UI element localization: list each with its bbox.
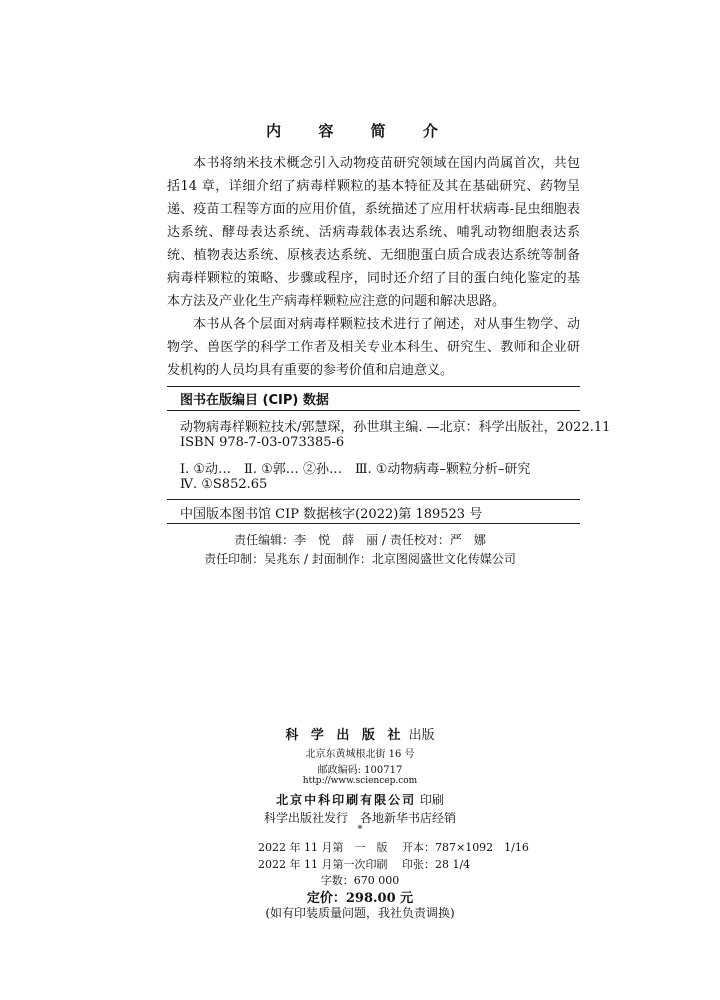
publisher-name: 科 学 出 版 社	[285, 728, 405, 743]
price: 定价：298.00 元	[306, 891, 414, 906]
page-title: 内 容 简 介	[266, 122, 454, 140]
cip-record-number: 中国版本图书馆 CIP 数据核字(2022)第 189523 号	[180, 507, 483, 522]
quality-note: (如有印装质量问题，我社负责调换)	[265, 906, 455, 920]
intro-text	[167, 152, 580, 382]
cip-subject-line: Ⅰ. ①动… Ⅱ. ①郭… ②孙… Ⅲ. ①动物病毒–颗粒分析–研究	[180, 462, 531, 477]
cip-bibliographic-line: 动物病毒样颗粒技术/郭慧琛，孙世琪主编. —北京：科学出版社，2022.11	[180, 420, 611, 435]
printer-action: 印刷	[419, 793, 444, 807]
intro-paragraph-1: 本书将纳米技术概念引入动物疫苗研究领域在国内尚属首次，共包括14 章，详细介绍了病毒样颗粒的基本特征及其在基础研究、药物呈递、疫苗工程等方面的应用价值，系统描述了应用杆状病毒-昆虫细胞表达系统、酵母表达系统、活病毒载体表达系统、哺乳动物细胞表达系统、植物表达系统、原核表达系统、无细胞蛋白质合成表达系统等制备病毒样颗粒的策略、步骤或程序，同时还介绍了目的蛋白纯化鉴定的基本方法及产业化生产病毒样颗粒应注意的问题和解决思路。	[167, 156, 580, 309]
cip-isbn: ISBN 978-7-03-073385-6	[180, 435, 345, 450]
distribution-line: 科学出版社发行 各地新华书店经销	[263, 811, 456, 825]
word-count: 字数：670 000	[320, 874, 400, 887]
cip-middle-rule	[167, 499, 580, 500]
printing-info: 2022 年 11 月第一次印刷 印张：28 1/4	[258, 858, 471, 871]
edition-info: 2022 年 11 月第 一 版 开本：787×1092 1/16	[258, 841, 529, 854]
cip-heading-rule	[167, 410, 580, 411]
cip-top-rule	[167, 386, 580, 387]
publisher-line	[0, 724, 720, 743]
cip-classification: Ⅳ. ①S852.65	[180, 477, 268, 492]
production-credits: 责任印制：吴兆东 / 封面制作：北京图阅盛世文化传媒公司	[204, 552, 516, 566]
cip-bottom-rule	[167, 523, 580, 524]
printer-name: 北京中科印刷有限公司	[276, 793, 417, 807]
publisher-url: http://www.sciencep.com	[302, 776, 418, 786]
publisher-postcode: 邮政编码: 100717	[317, 765, 403, 776]
separator-asterisk: *	[357, 824, 363, 835]
editor-credits: 责任编辑：李 悦 薛 丽 / 责任校对：严 娜	[234, 533, 486, 547]
cip-heading: 图书在版编目 (CIP) 数据	[180, 393, 329, 408]
publisher-action: 出版	[408, 728, 435, 743]
intro-paragraph-2: 本书从各个层面对病毒样颗粒技术进行了阐述，对从事生物学、动物学、兽医学的科学工作者及相关专业本科生、研究生、教师和企业研发机构的人员均具有重要的参考价值和启迪意义。	[167, 317, 580, 378]
printer-line	[0, 791, 720, 808]
publisher-address: 北京东黄城根北街 16 号	[305, 749, 415, 760]
